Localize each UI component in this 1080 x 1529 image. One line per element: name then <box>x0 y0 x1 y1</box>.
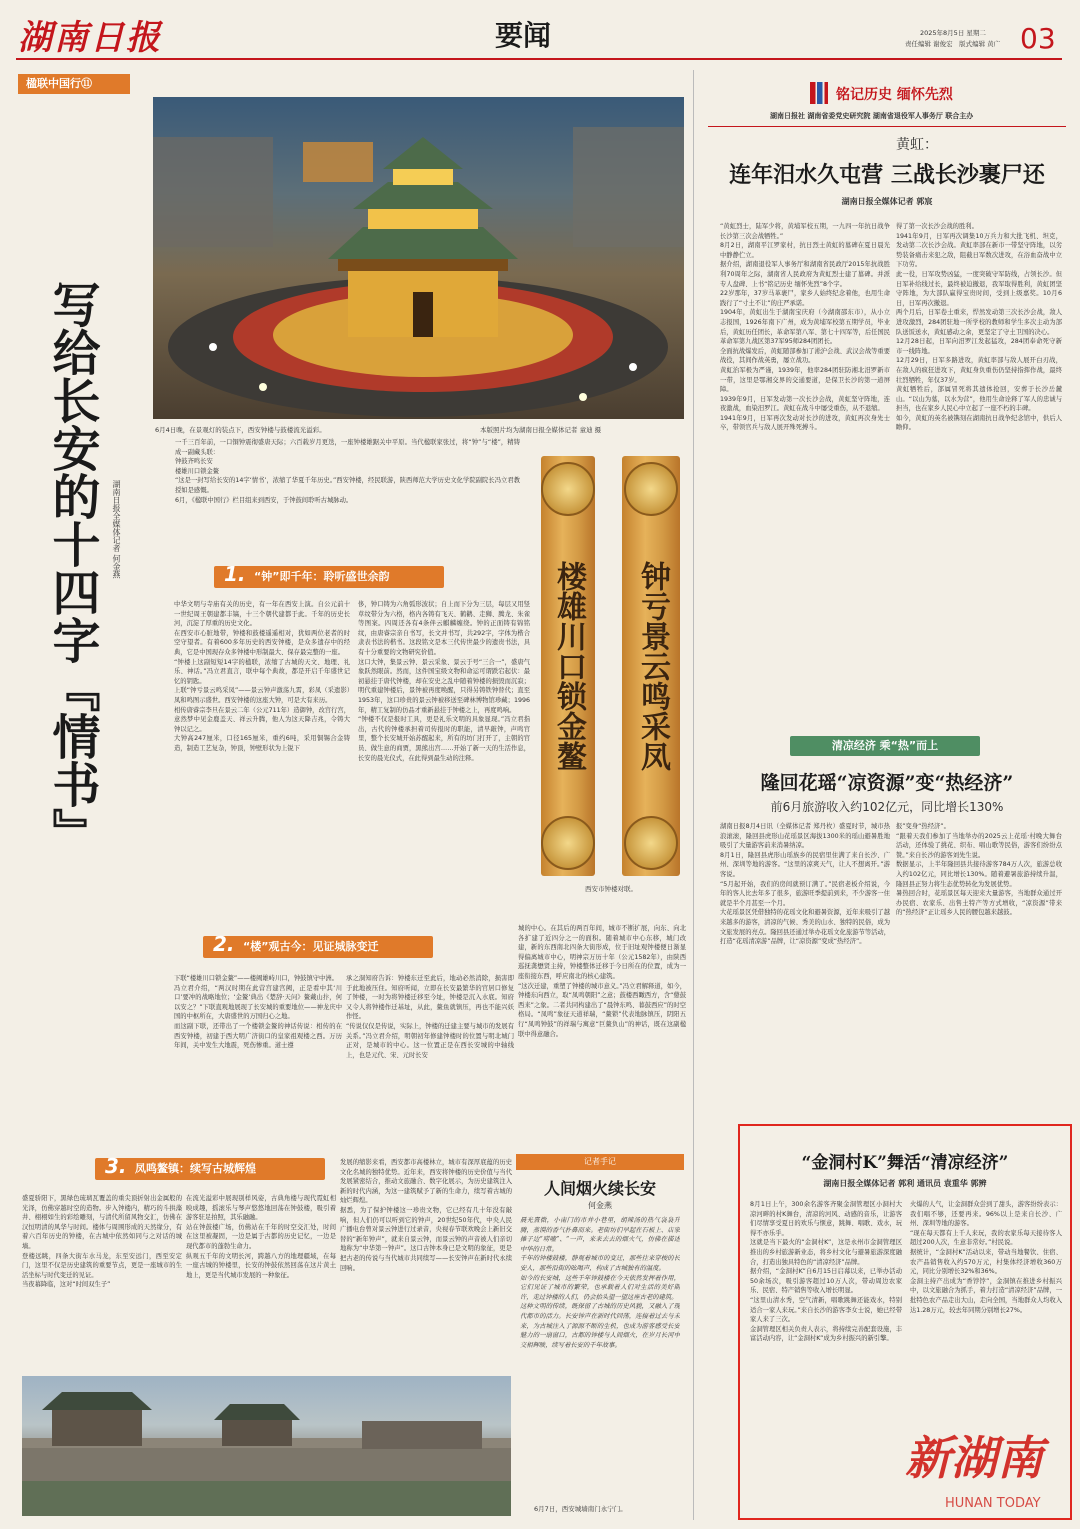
section-2-col-3: 城的中心。在其后的两百年间，城市不断扩展，向东、向北各扩建了近四分之一的面积。随着城市中心东移，城门改建，新的东西南北四条大街形成，位于旧址观钟楼便日渐显得偏离城市中心，明神宗万历十年（公元1582年），由陕西巡抚龚懋贤主持，钟楼整体迁移于今日所在的位置，成为一座衔接东西，呼应南北的核心建筑。 “这次迁建，重塑了钟楼的城市意义。”冯立君解释道，如今，钟楼东向西立，取“凤鸣朝阳”之意；鼓楼西瞰西方，含“鼙鼓西来”之象。二者共同构建出了“晨钟东鸣、暮鼓西应”的时空格局。“凤鸣”象征天道祥瑞，“鳌锁”代表地脉镇压，阴阳五行“凤鸣钟鼓”的祥瑞与寓意“巨鳌负山”的神话，既在这副楹联中得意融合。 <box>518 925 686 1038</box>
left-byline: 湖南日报全媒体记者 何金燕 <box>112 480 121 579</box>
right-mid-subtitle: 前6月旅游收入约102亿元，同比增长130% <box>770 800 1004 814</box>
section-1-title: “钟”即千年：聆听盛世余韵 <box>254 570 390 583</box>
bell-tower-illustration <box>153 97 684 419</box>
column-divider <box>693 70 694 1520</box>
couplet-left-scroll <box>541 456 595 876</box>
right-mid-col-1: 湖南日报8月4日讯（全媒体记者 郑丹枚）盛夏时节，城市热浪滚滚，隆回县虎形山花瑶景区海拔1300米的瑶山避暑胜地吸引了大量游客前来消暑纳凉。 8月1日，隆回县虎形山瑶族乡的民宿里住满了来自长沙、广州、深圳等地的游客。“这里的凉爽天气，让人不想离开。”游客说。 “5月起开始，我们的房间就预订满了。”民宿老板介绍说，今年的客人比去年多了很多，旅游旺季提前到来，不少游客一住就是半个月甚至一个月。 大花瑶景区凭借独特的花瑶文化和避暑资源，近年来吸引了越来越多的游客，清凉的气候、秀美的山水、独特的民俗，成为文旅发展的亮点。隆回县还通过举办花瑶文化旅游节等活动，打造“花瑶清凉游”品牌，让“凉资源”变成“热经济”。 <box>720 823 890 946</box>
watermark-english: HUNAN TODAY <box>945 1496 1041 1511</box>
couplet-right-text: 钟亏景云鸣采凤 <box>635 561 670 771</box>
right-bottom-byline: 湖南日报全媒体记者 郭利 通讯员 袁重华 郭辨 <box>823 1179 987 1188</box>
section-3-col-2: 在流光溢彩中展现别样风姿，古典角楼与现代霓虹相映成趣，摇滚乐与琴声悠悠地回荡在钟鼓楼，吸引着游客驻足拍照，其乐融融。 站在钟鼓楼广场，仿佛站在千年的时空交汇处，时间在这里被凝固，一边是属于古都的历史记忆，一边是现代都市的蓬勃生命力。 纵观五千年的文明长河，跨越八方的地理疆域，在每一座古城的钟楼里，长安的钟鼓依然回荡在这片黄土地上，更是当代城市发展的一种象征。 <box>186 1195 336 1279</box>
memorial-banner <box>810 82 1010 104</box>
reporter-note-text: 晨光熹微，小南门的市井小巷里，胡辣汤的热气袅袅升腾，蒸馍的香气扑鼻而来。老街坊们早起在石板上、店家摊子边“唠嗑”、“一声，来来去去的烟火气，仿佛在描述中华的日常。 千年的钟楼鼓楼，静观着城市的变迁，那些往来穿梭的长安人，那些沿街的吆喝声，构成了古城独有的温度。 如今的长安城，这些千年钟鼓楼在今天依然发挥着作用，它们见证了城市的繁荣，也承载着人们对生活的美好期许，走过钟楼的人们，仍会抬头望一望这座古老的建筑。 这种文明的传续，既保留了古城的历史风貌，又融入了现代都市的活力。长安钟声在新时代回荡，连接着过去与未来，为古城注入了源源不断的生机，也成为游客感受长安魅力的一扇窗口，古都的钟楼与人间烟火，在岁月长河中交相辉映，续写着长安的千年故事。 <box>520 1217 680 1349</box>
right-top-rule <box>708 126 1066 127</box>
section-3-heading <box>95 1154 325 1180</box>
couplet-right-scroll <box>622 456 680 876</box>
section-1-heading <box>214 562 444 588</box>
right-top-col-2: 得了第一次长沙会战的胜利。 1941年9月，日军再次调集10万兵力和大批飞机、坦克，发动第二次长沙会战。黄虹率部在新市一带坚守阵地，以劣势装备痛击来犯之敌，阻截日军数次进攻，在浴血奋战中立下功劳。 此一役，日军攻势凶猛，一度突破守军防线，占领长沙。但日军补给线过长，最终被迫撤退，我军取得胜利，黄虹团坚守阵地，为大部队赢得宝贵时间，受到上级嘉奖。10月6日，日军再次撤退。 两个月后，日军卷土重来，悍然发动第三次长沙会战，敌人进攻激烈，284团驻地一所学校的教师和学生多次主动为部队送饭送水，黄虹感动之余，更坚定了守土卫国的决心。 12月28日起，日军向汨罗江发起猛攻，284团奉命死守新市一线阵地。 12月29日，日军多路进攻，黄虹率部与敌人展开白刃战，在敌人的疯狂进攻下，黄虹身负重伤仍坚持指挥作战，最终壮烈牺牲，年仅37岁。 黄虹牺牲后，部属冒死将其遗体抢回，安葬于长沙岳麓山。“以山为墓，以水为营”，他用生命诠释了军人的忠诚与担当，也在家乡人民心中立起了一座不朽的丰碑。 如今，黄虹的英名被镌刻在湖南抗日战争纪念馆中，供后人瞻仰。 <box>896 223 1062 432</box>
section-3-number: 3. <box>105 1154 127 1178</box>
photo-credit: 本版照片均为湖南日报全媒体记者 童迪 摄 <box>480 426 602 434</box>
section-3-col-1: 盛夏骄阳下，黑绿色琉璃瓦覆盖的重尖顶折射出金属般的光泽，仿佛穿越时空的造物。步入钟楼内，精巧的斗拱藻井、栩栩如生的彩绘雕刻，与清代所留风物交汇，仿佛在汉恒明清的风华与时间。楼体与周围形成的天然缘分，有着六百年历史的钟楼，在古城中依然如同与之对话的城墙。 登楼远眺，四条大街车水马龙，东至安远门，西至安定门，这里不仅是历史建筑的重要节点，更是一座城市的生活坐标与时代变迁的见证。 当夜幕降临，这对“时间双生子” <box>22 1195 182 1289</box>
reporter-note <box>516 1154 684 1498</box>
right-bottom-headline: “金洞村K”舞活“清凉经济” <box>801 1153 1009 1173</box>
section-1-col-1: 中华文明与寺庙有关的历史，有一年在西安上演。自公元前十一世纪周王朝建都丰镐，十三个朝代建都于此。千年的历史长河，沉淀了厚重的历史文化。 在西安市心脏地带，钟楼和鼓楼遥遥相对，犹如两位老者的时空守望者。有着600多年历史的西安钟楼，是众多遗存中的经典，它是中国现存众多钟楼中形制最大、保存最完整的一座。 “钟楼上这副短短14字的楹联，浓缩了古城的天文、地理、礼乐、神话。”冯立君直言，联中每个典故，都是开启千年盛世记忆的钥匙。 上联“钟亏景云鸣采凤”——景云钟声激荡九霄，彩凤（采遗影）凤和鸣图示盛世。西安钟楼的这座大钟，可是大有来历。 相传唐睿宗李旦在景云二年（公元711年）造御钟，改宫行宫，意然梦中见金鹿盖天、祥云升腾，他人为这天降吉兆，令铸大钟以记之。 大钟高247厘米，口径165厘米，重约6吨，采用铜锡合金铸造，制造工艺复杂，钟顶，钟壁形状为上锐下 <box>174 601 350 752</box>
couplet-left-text: 楼雄川口锁金鳌 <box>551 561 586 771</box>
section-title: 要闻 <box>495 19 552 52</box>
page-number: 03 <box>1020 22 1056 55</box>
masthead <box>0 0 1080 64</box>
section-3-col-3: 发展的缩影来看，西安都市高楼林立，城市有深厚底蕴的历史文化名城的独特优势。近年来，西安将钟楼的历史价值与当代发展紧密结合，推动文旅融合、数字化展示，为历史建筑注入新的时代内涵，为这一建筑赋予了新的生命力，续写着古城的灿烂辉煌。 据悉，为了保护钟楼这一珍贵文物，它已经有几十年没有敲响，但人们仍可以听到它的钟声，20世纪50年代，中央人民广播电台曾对景云钟进行过录音，央视春节联欢晚会上新旧交替的“新年钟声”，就来自景云钟，而景云钟的声音被人们亲切地称为“中华第一钟声”。这口古钟本身已是文明的象征，更是把古老的传说与当代城市共同续写——长安钟声在新时代永续回响。 <box>340 1159 512 1272</box>
section-3-title: 凤鸣鳌镇：续写古城辉煌 <box>135 1162 256 1175</box>
intro-text: 一千三百年前，一口铜钟震彻盛唐天际；六百载岁月更迭，一座钟楼雄踞关中平原。当代楹联家张过，将“钟”与“楼”，精铸成一副藏头联： 钟鼓齐鸣长安 楼雄川口锁金鳌 “这是一封写给长安的14字‘情书’，浓缩了华夏千年历史。”西安钟楼，经民联游，陕西师范大学历史文化学院副院长冯立君教授如是感慨。 6月，《楹联中国行》栏目组来到西安，于钟鼓间聆听古城脉动。 <box>175 439 520 504</box>
issue-date: 2025年8月5日 星期二 <box>920 29 986 37</box>
banner-main-text: 铭记历史 缅怀先烈 <box>836 87 953 103</box>
top-photo-caption: 6月4日晚，在景观灯的装点下，西安钟楼与鼓楼流光溢彩。 <box>155 426 326 434</box>
right-mid-headline: 隆回花瑶“凉资源”变“热经济” <box>760 772 1014 794</box>
reporter-note-title: 人间烟火续长安 <box>543 1179 656 1198</box>
right-top-headline: 连年汨水久屯营 三战长沙裹尸还 <box>729 162 1045 188</box>
newspaper-logo: 湖南日报 <box>18 18 162 58</box>
right-top-byline: 湖南日报全媒体记者 郭宸 <box>841 197 933 206</box>
city-wall-illustration <box>22 1376 511 1516</box>
bell-tower-photo <box>153 97 684 419</box>
section-2-col-1: 下联“楼雄川口锁金鳌”——楼阙雄峙川口，钟鼓镇守中洲。 冯立君介绍，“两汉时期在此营宫建宫阙，正是看中其‘川口’要冲的战略地位；‘金鳌’典出《楚辞·天问》鳌戴山抃，何以安之？”下联直观地展现了长安城的重要地位——神龙庆中国的中枢所在，大唐盛世的万国归心之地。 而这副下联，还带出了一个楼锁金鳌的神话传说：相传的在西安钟楼，初建于西大明广济街口的皇家祖观楼之西。万历年间，关中发生大地震，死伤惨重。道士遵 <box>174 975 342 1050</box>
section-2-number: 2. <box>213 932 235 956</box>
banner-logo-icon <box>810 82 828 104</box>
section-2-title: “楼”观古今：见证城脉变迁 <box>243 940 379 953</box>
reporter-note-tag: 记者手记 <box>516 1154 684 1170</box>
right-top-kicker: 黄虹： <box>896 137 938 153</box>
bottom-photo-caption: 6月7日，西安城墙南门永宁门。 <box>534 1505 627 1513</box>
hunan-today-watermark <box>905 1422 1075 1526</box>
series-tag: 楹联中国行⑪ <box>18 74 130 94</box>
city-wall-photo <box>22 1376 511 1516</box>
masthead-rule <box>16 58 1062 60</box>
section-2-col-2: 承之洞知府告诉：钟楼东迁至此后，地动必然消除，损害即于此地被压住。知府听闻，立即在长安最繁华的官居口修复了钟楼，一时为将钟楼迁移至今址，钟楼是沉入水底。知府又令人将钟楼作迁基址，从此，鳌鱼就镇压，再也不能兴妖作怪。 “传说仅仅是传说，实际上，钟楼的迁建主要与城市的发展有关系。”冯立君介绍，明朝初年修建钟楼时的位置与明北城门正对，是城市的中心。这一位置正是在西长安城的中轴线上，也是元代、宋、元时长安 <box>346 975 514 1059</box>
watermark-logo: 新湖南 <box>905 1431 1043 1485</box>
right-mid-col-2: 报”变身“热经济”。 “跟着天我们参加了当地举办的2025云上花瑶·村晚大舞台活动，还体验了挑花、织布、唱山歌等民俗，游客们纷纷点赞。”来自长沙的游客刘先生说。 数据显示，上半年隆回县共接待游客784万人次，旅游总收入约102亿元，同比增长130%。随着避暑旅游持续升温，隆回县正努力将生态优势转化为发展优势。 暑热回合时，花瑶景区每天迎来大量游客，当地群众通过开办民宿、农家乐、出售土特产等方式增收，“凉资源”带来的“热经济”正让瑶乡人民的腰包越来越鼓。 <box>896 823 1062 917</box>
editor-credits: 责任编辑 谢俊宏 版式编辑 黄广 <box>905 40 1001 48</box>
couplet-caption: 西安市钟楼对联。 <box>585 885 637 893</box>
section-1-number: 1. <box>224 562 246 586</box>
right-top-col-1: “黄虹烈士，陆军少将，黄埔军校五期，一九四一年抗日战争长沙第三次会战牺牲。” 8月2日，湖南平江罗家村，抗日烈士黄虹的墓碑在夏日晨光中静静伫立。 据介绍，湖南退役军人事务厅和湖南省民政厅2015年抗战胜利70周年之际，湖南省人民政府为黄虹烈士建了墓碑。并派专人盘碑、上书“铭记历史 缅怀先烈”8个字。 22岁那年，37岁马革裹尸，家乡人始终纪念着他，也用生命践行了“寸土不让”的庄严承诺。 1904年，黄虹出生于湖南宝庆府（今湖南邵东市），从小立志报国，1926年南下广州，成为黄埔军校第五期学员，毕业后，黄虹历任团长，革命军第八军、第七十四军等，后任国民革命军第九战区第37军95师284团团长。 全面抗战爆发后，黄虹随部参加了淞沪会战、武汉会战等重要战役，其间作战英勇，屡立战功。 黄虹治军极为严谨，1939年，他率284团驻防湘北汨罗新市一带，这里是鄂湘交界的交通要道，是保卫长沙的第一道屏障。 1939年9月，日军发动第一次长沙会战，黄虹坚守阵地，连夜激战，血染汨罗江。黄虹在战斗中屡受重伤，从不退缩。 1941年9月，日军再次发动对长沙的进攻，黄虹再次身先士卒，带领官兵与敌人展开殊死搏斗。 <box>720 223 890 432</box>
banner-sub-text: 湖南日报社 湖南省委党史研究院 湖南省退役军人事务厅 联合主办 <box>770 112 974 120</box>
right-bottom-col-1: 8月1日上午，300余名游客齐聚金洞管理区小洞村大凉河畔的村K舞台，清凉的河风、动感的音乐，让游客们尽情享受夏日的欢乐与惬意，跳舞、唱歌、戏水，玩得不亦乐乎。 这就是当下最火的“金洞村K”，这是永州市金洞管理区推出的乡村旅游新业态，将乡村文化与避暑旅游深度融合，打造出独具特色的“清凉经济”品牌。 据介绍，“金洞村K”自6月15日启幕以来，已举办活动50余场次，吸引游客超过10万人次，带动周边农家乐、民宿、特产销售等收入增长明显。 “这里山清水秀，空气清新，唱歌跳舞还能戏水，特别适合一家人来玩。”来自长沙的游客李女士说，她已经带家人来了三次。 金洞管理区相关负责人表示，将持续完善配套设施，丰富活动内容，让“金洞村K”成为乡村振兴的新引擎。 <box>750 1201 902 1343</box>
right-mid-tag: 清凉经济 乘“热”而上 <box>790 736 980 756</box>
right-bottom-col-2: 火爆的人气，让金洞群众尝到了甜头，游客纷纷表示：我们唱不够，还要再来。96%以上是来自长沙、广州、深圳等地的游客。 “现在每天都有上千人来玩，我的农家乐每天接待客人超过200人次，生意非常好。”村民说。 据统计，“金洞村K”活动以来，带动当地餐饮、住宿、农产品销售收入约570万元，村集体经济增收360万元，同比分别增长32%和36%。 金洞主持产出成为“香饽饽”，金洞镇在推进乡村振兴中，以文旅融合为抓手，着力打造“清凉经济”品牌，一批特色农产品走出大山，走向全国，当地群众人均收入达1.28万元，较去年同期分别增长27%。 <box>910 1201 1062 1314</box>
article-title: 写给长安的十四字『情书』 <box>44 280 100 856</box>
section-2-heading <box>203 932 433 958</box>
section-1-col-2: 侈，钟口铸为六角弧形波状；自上而下分为三层，每层又用竖草纹带分为六格，格内各铸有飞天、鹤鹳、走狮、腾龙、朱雀等图案。四周还各有4条伴云麒麟缠绕。钟的正面铸有锦铭纹，由唐睿宗亲自书写，长文并书写，共292字，字体为楷合隶表书法的楷书。这段铭文是本三代传世最少的遗贵书法，具有十分重要的文物研究价值。 这口大钟，集景云钟、景云采象、景云于号“三合一”，盛唐气象跃然眼前。然而，这件国宝级文物和命运可谓跌宕起伏：最初悬挂于唐代钟楼，却在安史之乱中随着钟楼的损毁而沉寂；明代重建钟楼后，景钟被再度唤醒，只得另铸铁钟替代；直至1953年，这口珍贵的景云钟被移送至碑林博物馆珍藏；1996年，精工复制的仿品才重新悬挂于钟楼之上，再度鸣响。 “钟楼不仅是报时工具，更是礼乐文明的具象显现。”冯立君指出，古代的钟楼承担着司传报时的职能，清早敲钟，声鸣官里，整个长安城开始苏醒起来，所有的坊门打开了，主朝的官员、做生意的商贾，黑熊出宫……开始了新一天的生活作息，长安的晨光仪式，在此得到最生动的注释。 <box>358 601 530 762</box>
reporter-note-author: 何金燕 <box>588 1201 612 1210</box>
